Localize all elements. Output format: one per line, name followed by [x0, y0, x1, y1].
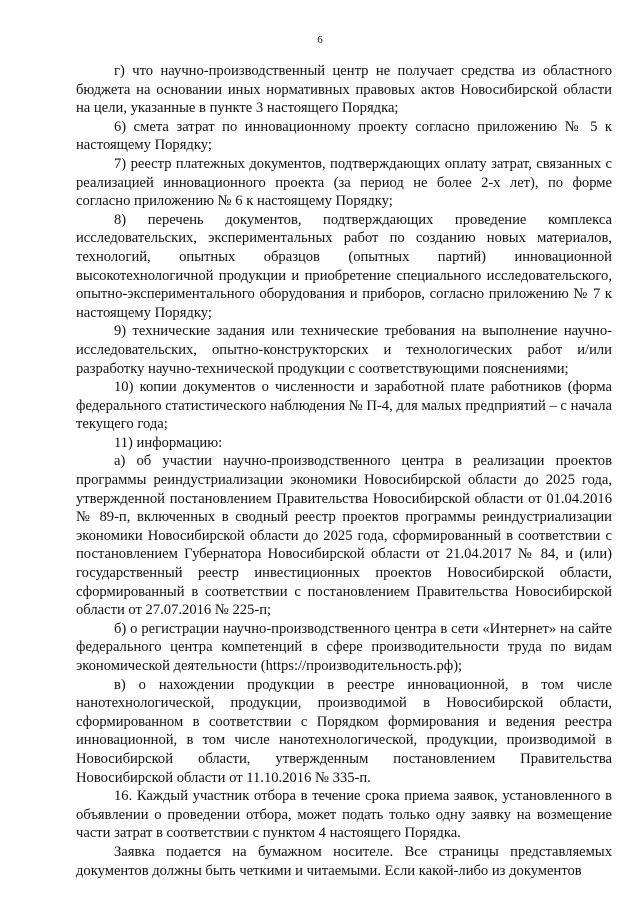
paragraph-9-technical-specs: 9) технические задания или технические требования на выполнение научно-исследовательских, опытно-конструкторских и технологических работ и/или разработку научно-технической продукции с соответствующими пояснениями;: [76, 323, 612, 377]
paragraph-v-innovation-registry: в) о нахождении продукции в реестре инновационной, в том числе нанотехнологической, продукции, производимой в Новосибирской области, сформированном в соответствии с Порядком формирования и ведения реестра инновационной, в том числе нанотехнологической, продукции, производимой в Новосибирской области, утвержденным постановлением Правительства Новосибирской области от 11.10.2016 № 335-п.: [76, 676, 612, 786]
paragraph-11-information: 11) информацию:: [114, 434, 223, 451]
paragraph-7-payment-register: 7) реестр платежных документов, подтверждающих оплату затрат, связанных с реализацией инновационного проекта (за период не более 2-х лет), по форме согласно приложению № 6 к настоящему Порядку;: [76, 155, 612, 210]
paragraph-10-employee-documents: 10) копии документов о численности и заработной плате работников (форма федерального статистического наблюдения № П-4, для малых предприятий – с начала текущего года;: [76, 379, 612, 433]
paragraph-6-cost-estimate: 6) смета затрат по инновационному проекту согласно приложению № 5 к настоящему Порядку;: [76, 118, 612, 154]
paragraph-b-internet-registration: б) о регистрации научно-производственного центра в сети «Интернет» на сайте федерального центра компетенций в сфере производительности труда по видам экономической деятельности (https://производительность.рф);: [76, 620, 612, 674]
paragraph-16-one-application: 16. Каждый участник отбора в течение срока приема заявок, установленного в объявлении о проведении отбора, может подать только одну заявку на возмещение части затрат в соответствии с пунктом 4 настоящего Порядка.: [76, 788, 612, 842]
paragraph-g-no-budget-funds: г) что научно-производственный центр не получает средства из областного бюджета на основании иных нормативных правовых актов Новосибирской области на цели, указанные в пункте 3 настоящего Порядка;: [76, 63, 612, 117]
page-number: 6: [317, 34, 323, 46]
paragraph-paper-submission: Заявка подается на бумажном носителе. Все страницы представляемых документов должны быть четкими и читаемыми. Если какой-либо из документов: [76, 843, 612, 879]
paragraph-a-reindustrialization: а) об участии научно-производственного центра в реализации проектов программы реиндустриализации экономики Новосибирской области до 2025 года, утвержденной постановлением Правительства Новосибирской области от 01.04.2016 № 89-п, включенных в сводный реестр проектов программы реиндустриализации экономики Новосибирской области до 2025 года, сформированный в соответствии с постановлением Губернатора Новосибирской области от 21.04.2017 № 84, и (или) государственный реестр инвестиционных проектов Новосибирской области, сформированный в соответствии с постановлением Правительства Новосибирской области от 27.07.2016 № 225-п;: [76, 453, 612, 619]
document-body: [76, 62, 612, 880]
paragraph-8-documents-list: 8) перечень документов, подтверждающих проведение комплекса исследовательских, экспериментальных работ по созданию новых материалов, технологий, опытных образцов (опытных партий) инновационной высокотехнологичной продукции и приобретение специального исследовательского, опытно-экспериментального оборудования и приборов, согласно приложению № 7 к настоящему Порядку;: [76, 211, 612, 321]
